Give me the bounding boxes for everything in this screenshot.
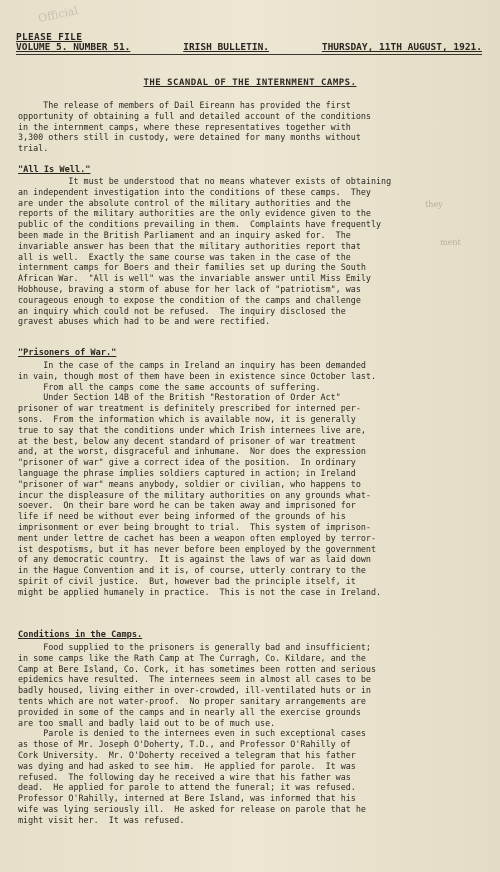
bulletin-header [16, 42, 482, 55]
section-body-conditions: Food supplied to the prisoners is generally bad and insufficient; in some camps like the Rath Camp at The Curragh, Co. Kildare, and the Camp at Bere Island, Co. Cork, it has sometimes been rotten and serious epidemics have resulted. The internees seem in almost all cases to be badly housed, living either in over-crowded, ill-ventilated huts or in tents which are not water-proof. No proper sanitary arrangements are provided in some of the camps and in nearly all the exercise grounds are too small and badly laid out to be of much use. Parole is denied to the internees even in such exceptional cases as those of Mr. Joseph O'Doherty, T.D., and Professor O'Rahilly of Cork University. Mr. O'Doherty received a telegram that his father was dying and had asked to see him. He applied for parole. It was refused. The following day he received a wire that his father was dead. He applied for parole to attend the funeral; it was refused. Professor O'Rahilly, interned at Bere Island, was informed that his wife was lying seriously ill. He asked for release on parole that he might visit her. It was refused. [18, 642, 376, 825]
intro-paragraph: The release of members of Dail Eireann has provided the first opportunity of obtaining a full and detailed account of the conditions in the internment camps, where these representatives together with 3,300 others still in custody, were detained for many months without trial. [18, 100, 371, 154]
section-heading-all-is-well: "All Is Well." [18, 165, 91, 175]
issue-date: THURSDAY, 11TH AUGUST, 1921. [321, 42, 482, 53]
official-stamp: Official [37, 3, 80, 26]
section-heading-conditions: Conditions in the Camps. [18, 630, 143, 640]
marginalia-1: they [425, 200, 443, 209]
article-title: THE SCANDAL OF THE INTERNMENT CAMPS. [143, 78, 357, 88]
section-heading-prisoners-of-war: "Prisoners of War." [18, 348, 117, 358]
publication-name: IRISH BULLETIN. [183, 42, 270, 53]
volume-number: VOLUME 5. NUMBER 51. [16, 42, 131, 53]
please-file-note: PLEASE FILE [16, 32, 83, 43]
section-body-prisoners-of-war: In the case of the camps in Ireland an inquiry has been demanded in vain, though most of them have been in existence since October last. From all the camps come the same accounts of suffering. Under Section 14B of the British "Restoration of Order Act" prisoner of war treatment is definitely prescribed for interned per- sons. From the information which is available now, it is generally true to say that the conditions under which Irish internees live are, at the best, below any decent standard of prisoner of war treatment and, at the worst, disgraceful and inhumane. Nor does the expression "prisoner of war" give a correct idea of the position. In ordinary language the phrase implies soldiers captured in action; in Ireland "prisoner of war" means anybody, soldier or civilian, who happens to incur the displeasure of the military authorities on any grounds what- soever. On their bare word he can be taken away and imprisoned for life if need be without ever being informed of the grounds of his imprisonment or ever being brought to trial. This system of imprison- ment under lettre de cachet has been a weapon often employed by terror- ist despotisms, but it has never before been employed by the government of any democratic country. It is against the laws of war as laid down in the Hague Convention and it is, of course, utterly contrary to the spirit of civil justice. But, however bad the principle itself, it might be applied humanely in practice. This is not the case in Ireland. [18, 360, 382, 597]
marginalia-2: ment [440, 238, 461, 247]
section-body-all-is-well: It must be understood that no means whatever exists of obtaining an independent investigation into the conditions of these camps. They are under the absolute control of the military authorities and the reports of the military authorities are the only evidence given to the public of the conditions prevailing in them. Complaints have frequently been made in the British Parliament and an inquiry asked for. The invariable answer has been that the military authorities report that all is well. Exactly the same course was taken in the case of the internment camps for Boers and their families set up during the South African War. "All is well" was the invariable answer until Miss Emily Hobhouse, braving a storm of abuse for her lack of "patriotism", was courageous enough to expose the condition of the camps and challenge an inquiry which could not be refused. The inquiry disclosed the gravest abuses which had to be and were rectified. [18, 176, 392, 327]
